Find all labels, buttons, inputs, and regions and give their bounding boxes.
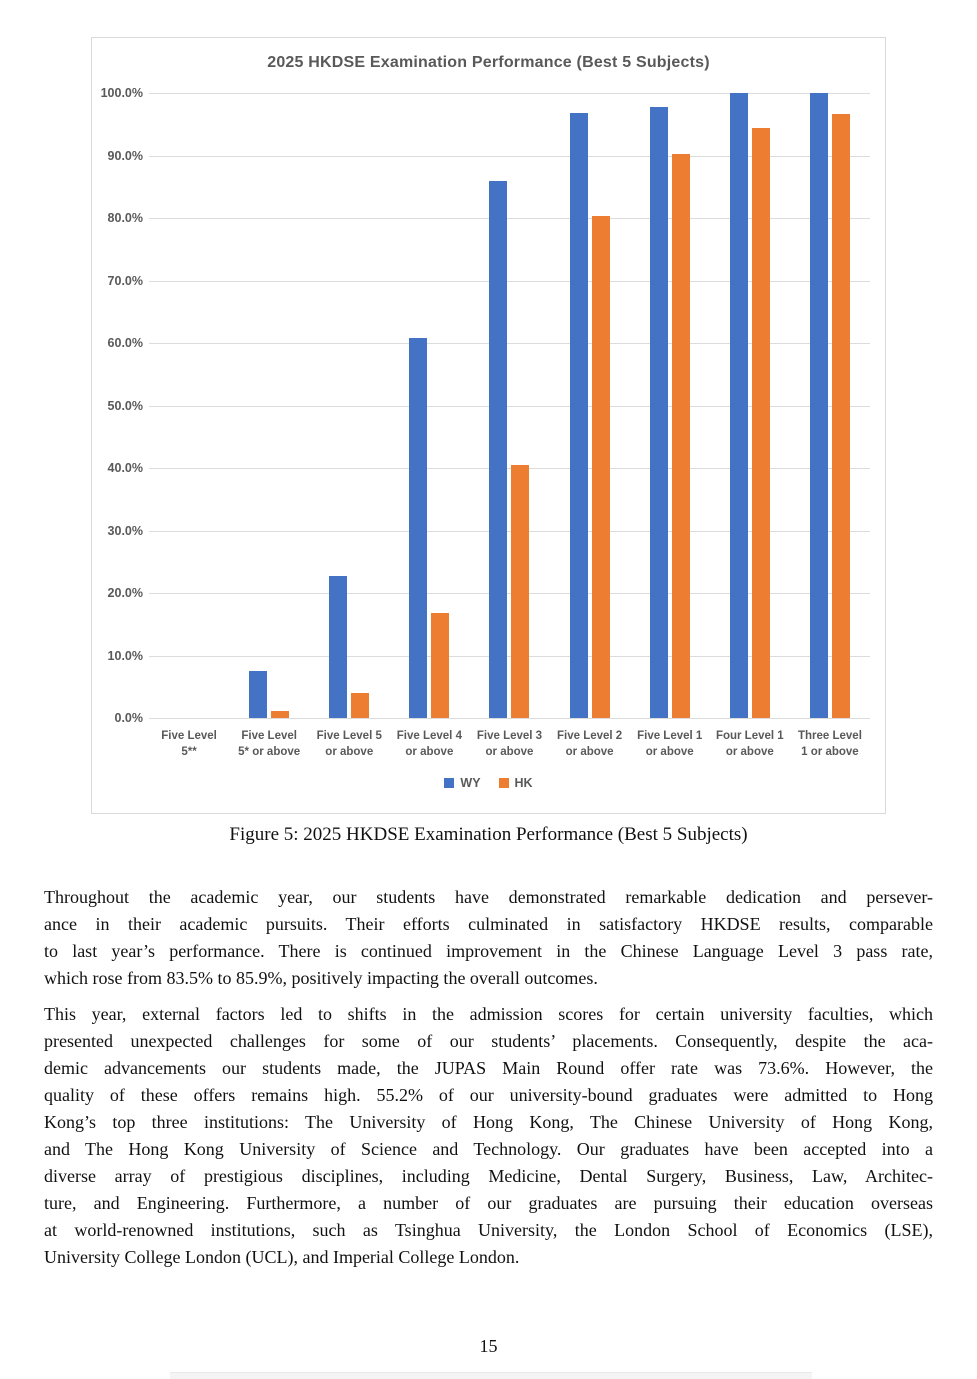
bar-wy-4 <box>409 338 427 718</box>
bar-group-3 <box>309 93 389 718</box>
y-tick-label: 50.0% <box>107 398 143 413</box>
gridline <box>149 718 870 719</box>
bar-hk-6 <box>592 216 610 718</box>
bar-series-layer <box>149 93 870 718</box>
figure-chart-panel <box>91 37 886 814</box>
legend-label: WY <box>460 776 481 790</box>
body-paragraph-2 <box>44 1001 933 1271</box>
bar-group-9 <box>790 93 870 718</box>
bar-group-6 <box>550 93 630 718</box>
body-text-line: University College London (UCL), and Imperial College London. <box>44 1247 520 1267</box>
chart-plot-area <box>100 86 870 725</box>
body-paragraph-1 <box>44 884 933 992</box>
body-text-line: to last year’s performance. There is continued improvement in the Chinese Language Level 3 pass rate, <box>44 941 933 961</box>
bar-hk-7 <box>672 154 690 718</box>
legend-swatch-icon <box>444 778 454 788</box>
body-text-line: which rose from 83.5% to 85.9%, positively impacting the overall outcomes. <box>44 968 598 988</box>
bar-wy-8 <box>730 93 748 718</box>
bar-hk-9 <box>832 114 850 718</box>
bar-group-4 <box>389 93 469 718</box>
bar-hk-2 <box>271 711 289 718</box>
bar-wy-2 <box>249 671 267 718</box>
legend-item-hk <box>499 776 533 790</box>
bar-wy-3 <box>329 576 347 718</box>
chart-title: 2025 HKDSE Examination Performance (Best 5 Subjects) <box>267 54 710 71</box>
y-tick-label: 80.0% <box>107 211 143 225</box>
bar-group-7 <box>630 93 710 718</box>
bar-wy-5 <box>489 181 507 719</box>
bar-wy-9 <box>810 93 828 718</box>
body-text-line: presented unexpected challenges for some of our students’ placements. Consequently, despite the aca- <box>44 1031 933 1051</box>
bar-group-1 <box>149 93 229 718</box>
bar-group-2 <box>229 93 309 718</box>
page-number: 15 <box>479 1336 498 1356</box>
bar-hk-3 <box>351 693 369 718</box>
y-tick-label: 20.0% <box>107 586 143 600</box>
x-axis-category-labels <box>149 728 870 760</box>
bar-wy-7 <box>650 107 668 718</box>
bar-hk-5 <box>511 465 529 718</box>
body-text-line: at world-renowned institutions, such as Tsinghua University, the London School of Economics (LSE), <box>44 1220 933 1240</box>
body-text-line: quality of these offers remains high. 55.2% of our university-bound graduates were admitted to Hong <box>44 1085 933 1105</box>
x-category-label-3: Five Level 5 or above <box>316 730 382 758</box>
body-text-line: Kong’s top three institutions: The University of Hong Kong, The Chinese University of Hong Kong, <box>44 1112 933 1132</box>
y-tick-label: 0.0% <box>114 711 143 725</box>
x-category-label-1: Five Level 5** <box>161 730 217 758</box>
bar-group-8 <box>710 93 790 718</box>
figure-caption: Figure 5: 2025 HKDSE Examination Performance (Best 5 Subjects) <box>229 824 748 845</box>
x-category-label-2: Five Level 5* or above <box>238 730 301 758</box>
y-tick-label: 100.0% <box>100 86 143 100</box>
legend-label: HK <box>514 776 533 790</box>
x-category-label-6: Five Level 2 or above <box>556 730 623 758</box>
y-tick-label: 60.0% <box>107 336 143 350</box>
x-category-label-8: Four Level 1 or above <box>715 730 784 758</box>
next-element-edge-strip <box>170 1372 812 1379</box>
y-tick-label: 10.0% <box>107 648 143 663</box>
chart-legend <box>92 776 885 790</box>
x-category-label-4: Five Level 4 or above <box>396 730 462 758</box>
bar-group-5 <box>469 93 549 718</box>
body-text-line: Throughout the academic year, our students have demonstrated remarkable dedication and persever- <box>44 887 933 907</box>
body-text-line: demic advancements our students made, the JUPAS Main Round offer rate was 73.6%. However, the <box>44 1058 933 1078</box>
y-tick-label: 30.0% <box>107 523 143 538</box>
x-category-label-7: Five Level 1 or above <box>637 730 703 758</box>
y-tick-label: 90.0% <box>107 148 143 163</box>
bar-wy-6 <box>570 113 588 718</box>
y-tick-label: 70.0% <box>107 273 143 288</box>
body-text-line: diverse array of prestigious disciplines, including Medicine, Dental Surgery, Business, Law, Architec- <box>44 1166 933 1186</box>
x-category-label-9: Three Level 1 or above <box>797 730 862 758</box>
legend-swatch-icon <box>499 778 509 788</box>
x-category-label-5: Five Level 3 or above <box>476 730 543 758</box>
body-text-line: ture, and Engineering. Furthermore, a number of our graduates are pursuing their education overseas <box>44 1193 933 1213</box>
bar-hk-8 <box>752 128 770 718</box>
y-tick-label: 40.0% <box>107 461 143 475</box>
body-text-line: and The Hong Kong University of Science and Technology. Our graduates have been accepted into a <box>44 1139 933 1159</box>
body-text-line: ance in their academic pursuits. Their efforts culminated in satisfactory HKDSE results, comparable <box>44 914 933 934</box>
body-text-line: This year, external factors led to shifts in the admission scores for certain university faculties, which <box>44 1004 933 1024</box>
legend-item-wy <box>444 776 480 790</box>
bar-hk-4 <box>431 613 449 718</box>
